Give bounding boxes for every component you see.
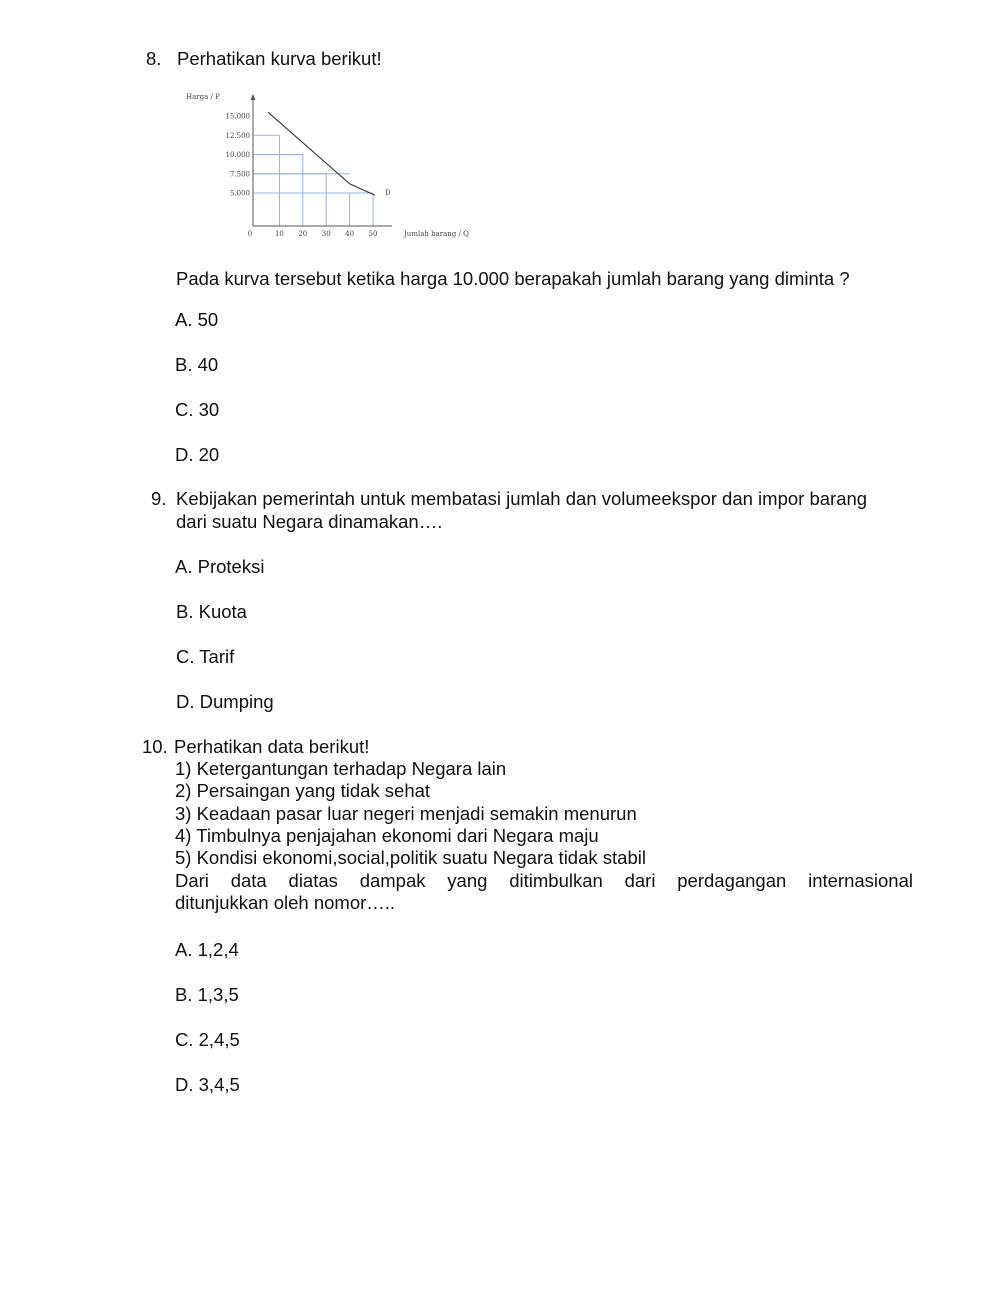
x-tick-label: 30 — [321, 230, 331, 238]
chart-axes — [251, 94, 393, 226]
q9-option-c[interactable]: C. Tarif — [176, 646, 235, 667]
y-axis-label: Harga / P — [186, 93, 220, 101]
q10-option-b[interactable]: B. 1,3,5 — [175, 984, 239, 1005]
q8-option-d[interactable]: D. 20 — [175, 444, 220, 465]
question-10-prompt: Perhatikan data berikut! — [174, 736, 370, 757]
q10-item-1: 1) Ketergantungan terhadap Negara lain — [175, 758, 507, 779]
y-tick-label: 15.000 — [225, 112, 250, 121]
y-tick-label: 5.000 — [229, 189, 250, 198]
question-10-line-2: ditunjukkan oleh nomor….. — [175, 892, 396, 913]
question-10-line-1: Dari data diatas dampak yang ditimbulkan dari perdagangan internasional — [175, 870, 913, 891]
q9-option-b[interactable]: B. Kuota — [176, 601, 247, 622]
q10-option-a[interactable]: A. 1,2,4 — [175, 939, 239, 960]
x-axis-label: Jumlah barang / Q — [404, 230, 469, 238]
chart-grid — [253, 135, 373, 226]
y-tick-label: 7.500 — [229, 170, 250, 179]
y-tick-label: 12.500 — [225, 131, 250, 140]
y-axis-arrow — [251, 94, 256, 100]
demand-curve-chart — [180, 88, 500, 244]
x-tick-label: 40 — [345, 230, 355, 238]
question-8-number: 8. — [146, 48, 162, 69]
y-tick-label: 10.000 — [225, 151, 250, 159]
question-8-prompt: Perhatikan kurva berikut! — [177, 48, 382, 69]
question-10-number: 10. — [142, 736, 168, 757]
x-tick-label: 20 — [298, 230, 308, 238]
q8-option-a[interactable]: A. 50 — [175, 309, 219, 330]
x-tick-label: 10 — [274, 230, 284, 238]
q10-item-5: 5) Kondisi ekonomi,social,politik suatu Negara tidak stabil — [175, 847, 646, 868]
q9-option-a[interactable]: A. Proteksi — [175, 556, 265, 577]
x-tick-label: 0 — [247, 230, 253, 238]
q10-item-3: 3) Keadaan pasar luar negeri menjadi semakin menurun — [175, 803, 637, 824]
chart-curve — [268, 112, 375, 195]
q9-option-d[interactable]: D. Dumping — [176, 691, 274, 712]
q10-item-2: 2) Persaingan yang tidak sehat — [175, 780, 431, 801]
x-tick-label: 50 — [368, 230, 378, 238]
question-9-line-1: Kebijakan pemerintah untuk membatasi jumlah dan volumeekspor dan impor barang — [176, 488, 868, 509]
q10-option-c[interactable]: C. 2,4,5 — [175, 1029, 240, 1050]
q8-option-b[interactable]: B. 40 — [175, 354, 219, 375]
q10-item-4: 4) Timbulnya penjajahan ekonomi dari Negara maju — [175, 825, 599, 846]
demand-curve-line — [268, 112, 375, 195]
chart-labels — [186, 93, 469, 238]
curve-label: D — [385, 189, 391, 197]
question-8-text: Pada kurva tersebut ketika harga 10.000 berapakah jumlah barang yang diminta ? — [176, 268, 850, 289]
question-9-line-2: dari suatu Negara dinamakan…. — [176, 511, 443, 532]
question-9-number: 9. — [151, 488, 167, 509]
q8-option-c[interactable]: C. 30 — [175, 399, 220, 420]
q10-option-d[interactable]: D. 3,4,5 — [175, 1074, 240, 1095]
